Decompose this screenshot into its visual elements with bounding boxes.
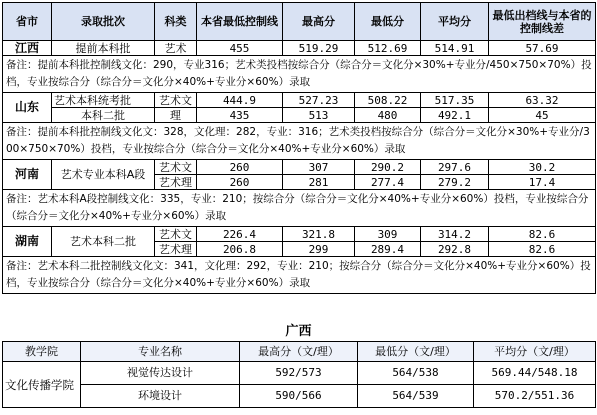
province-cell: 湖南	[3, 227, 52, 257]
table-row	[3, 385, 596, 408]
note-text: 备注：艺术本科A段控制线文化：335，专业：210；按综合分（综合分＝文化分×40%+专业分×60%）投档，专业按综合分（综合分＝文化分×40%+专业分×60%）录取	[3, 190, 596, 227]
category-cell: 艺术文	[155, 160, 197, 175]
header-major: 专业名称	[81, 342, 240, 362]
diff-cell: 30.2	[489, 160, 596, 175]
min-cell: 289.4	[355, 242, 421, 257]
header-max-score: 最高分（文/理）	[240, 342, 358, 362]
table-row	[3, 93, 596, 108]
avg-cell: 492.1	[421, 108, 489, 123]
max-cell: 513	[283, 108, 355, 123]
note-text: 备注：艺术本科二批控制线文化文：341，文化理：292，专业：210；按综合分（综合分＝文化分×40%+专业分×60%）投档，专业按综合分（综合分＝文化分×40%+专业分×60%）录取	[3, 257, 596, 294]
control-cell: 455	[197, 41, 283, 56]
header-category: 科类	[155, 3, 197, 41]
avg-cell: 517.35	[421, 93, 489, 108]
header-min-score: 最低分	[355, 3, 421, 41]
avg-cell: 570.2/551.36	[474, 385, 596, 408]
note-text: 备注：提前本科批控制线文化文：328，文化理：282，专业：316；艺术类投档按综合分（综合分＝文化分×30%+专业分/300×750×70%）投档，专业按综合分（综合分＝文化分×40%+专业分×60%）录取	[3, 123, 596, 160]
batch-cell: 艺术专业本科A段	[52, 160, 155, 190]
max-cell: 321.8	[283, 227, 355, 242]
avg-cell: 514.91	[421, 41, 489, 56]
min-cell: 309	[355, 227, 421, 242]
note-text: 备注：提前本科批控制线文化：290，专业316；艺术类投档按综合分（综合分＝文化分×30%+专业分/450×750×70%）投档，专业按综合分（综合分＝文化分×40%+专业分×60%）录取	[3, 56, 596, 93]
major-cell: 环境设计	[81, 385, 240, 408]
diff-cell: 45	[489, 108, 596, 123]
table-row	[3, 362, 596, 385]
control-cell: 226.4	[197, 227, 283, 242]
min-cell: 290.2	[355, 160, 421, 175]
note-row	[3, 123, 596, 160]
avg-cell: 569.44/548.18	[474, 362, 596, 385]
header-control-line: 本省最低控制线	[197, 3, 283, 41]
note-row	[3, 257, 596, 294]
category-cell: 艺术理	[155, 175, 197, 190]
max-cell: 519.29	[283, 41, 355, 56]
control-cell: 260	[197, 175, 283, 190]
table-row	[3, 108, 596, 123]
category-cell: 艺术理	[155, 242, 197, 257]
diff-cell: 17.4	[489, 175, 596, 190]
diff-cell: 82.6	[489, 227, 596, 242]
table-row	[3, 160, 596, 175]
header-diff: 最低出档线与本省的控制线差	[489, 3, 596, 41]
guangxi-scores-table	[2, 341, 596, 408]
guangxi-title: 广西	[285, 324, 312, 339]
avg-cell: 314.2	[421, 227, 489, 242]
table-header-row	[3, 3, 596, 41]
note-row	[3, 190, 596, 227]
max-cell: 592/573	[240, 362, 358, 385]
max-cell: 307	[283, 160, 355, 175]
header-max-score: 最高分	[283, 3, 355, 41]
admission-scores-table	[2, 2, 596, 294]
min-cell: 508.22	[355, 93, 421, 108]
diff-cell: 82.6	[489, 242, 596, 257]
major-cell: 视觉传达设计	[81, 362, 240, 385]
note-row	[3, 56, 596, 93]
min-cell: 512.69	[355, 41, 421, 56]
batch-cell: 艺术本科二批	[52, 227, 155, 257]
category-cell: 艺术文	[155, 227, 197, 242]
category-cell: 艺术	[155, 41, 197, 56]
control-cell: 206.8	[197, 242, 283, 257]
max-cell: 590/566	[240, 385, 358, 408]
category-cell: 艺术文	[155, 93, 197, 108]
diff-cell: 63.32	[489, 93, 596, 108]
batch-cell: 本科二批	[52, 108, 155, 123]
max-cell: 527.23	[283, 93, 355, 108]
province-cell: 河南	[3, 160, 52, 190]
max-cell: 299	[283, 242, 355, 257]
header-avg-score: 平均分	[421, 3, 489, 41]
diff-cell: 57.69	[489, 41, 596, 56]
avg-cell: 292.8	[421, 242, 489, 257]
category-cell: 理	[155, 108, 197, 123]
avg-cell: 297.6	[421, 160, 489, 175]
table-header-row	[3, 342, 596, 362]
batch-cell: 艺术本科统考批	[52, 93, 155, 108]
min-cell: 564/538	[358, 362, 474, 385]
control-cell: 435	[197, 108, 283, 123]
province-cell: 江西	[3, 41, 52, 56]
control-cell: 260	[197, 160, 283, 175]
control-cell: 444.9	[197, 93, 283, 108]
batch-cell: 提前本科批	[52, 41, 155, 56]
min-cell: 564/539	[358, 385, 474, 408]
header-avg-score: 平均分（文/理）	[474, 342, 596, 362]
header-batch: 录取批次	[52, 3, 155, 41]
table-row	[3, 227, 596, 242]
min-cell: 277.4	[355, 175, 421, 190]
max-cell: 281	[283, 175, 355, 190]
college-cell: 文化传播学院	[3, 362, 81, 408]
header-college: 教学院	[3, 342, 81, 362]
avg-cell: 279.2	[421, 175, 489, 190]
province-cell: 山东	[3, 93, 52, 123]
table-row	[3, 41, 596, 56]
header-province: 省市	[3, 3, 52, 41]
min-cell: 480	[355, 108, 421, 123]
header-min-score: 最低分（文/理）	[358, 342, 474, 362]
